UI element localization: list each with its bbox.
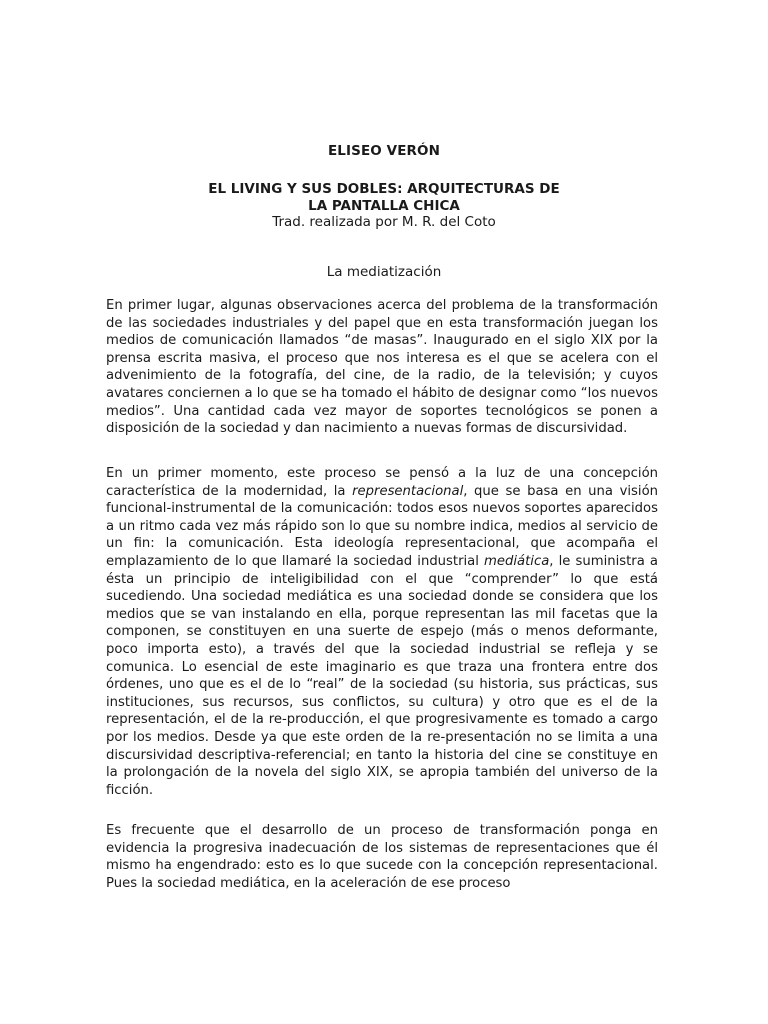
author-name: ELISEO VERÓN bbox=[327, 143, 440, 159]
paragraph-2 bbox=[106, 465, 658, 799]
title-line-1: EL LIVING Y SUS DOBLES: ARQUITECTURAS DE bbox=[208, 181, 560, 197]
paragraph-2-part-2: , que se basa en una visión funcional-instrumental de la comunicación: todos esos nuevos soportes aparecidos a un ritmo cada vez más rápido son lo que su nombre indica, medios al servicio de un fin: la comunicación. Esta ideología representacional, que acompaña el emplazamiento de lo que llamaré la sociedad industrial bbox=[106, 483, 658, 569]
paragraph-1: En primer lugar, algunas observaciones acerca del problema de la transformación de las sociedades industriales y del papel que en esta transformación juegan los medios de comunicación llamados “de masas”. Inaugurado en el siglo XIX por la prensa escrita masiva, el proceso que nos interesa es el que se acelera con el advenimiento de la fotografía, del cine, de la radio, de la televisión; y cuyos avatares conciernen a lo que se ha tomado el hábito de designar como “los nuevos medios”. Una cantidad cada vez mayor de soportes tecnológicos se ponen a disposición de la sociedad y dan nacimiento a nuevas formas de discursividad. bbox=[106, 298, 658, 437]
translation-credit: Trad. realizada por M. R. del Coto bbox=[272, 214, 496, 230]
paragraph-2-part-1: En un primer momento, este proceso se pensó a la luz de una concepción característica de la modernidad, la bbox=[106, 466, 658, 499]
emphasis-representacional: representacional bbox=[352, 483, 464, 499]
section-heading: La mediatización bbox=[326, 264, 442, 280]
emphasis-mediatica: mediática bbox=[484, 553, 550, 569]
title-line-2: LA PANTALLA CHICA bbox=[308, 198, 460, 214]
paragraph-2-part-3: , le suministra a ésta un principio de inteligibilidad con el que “comprender” lo que está sucediendo. Una sociedad mediática es una sociedad donde se considera que los medios que se van instalando en ella, porque representan las mil facetas que la componen, se constituyen en una suerte de espejo (más o menos deformante, poco importa esto), a través del que la sociedad industrial se refleja y se comunica. Lo esencial de este imaginario es que traza una frontera entre dos órdenes, uno que es el de lo “real” de la sociedad (su historia, sus prácticas, sus instituciones, sus recursos, sus conflictos, su cultura) y otro que es el de la representación, el de la re-producción, el que progresivamente es tomado a cargo por los medios. Desde ya que este orden de la re-presentación no se limita a una discursividad descriptiva-referencial; en tanto la historia del cine se constituye en la prolongación de la novela del siglo XIX, se apropia también del universo de la ficción. bbox=[106, 553, 659, 798]
paragraph-3: Es frecuente que el desarrollo de un proceso de transformación ponga en evidencia la progresiva inadecuación de los sistemas de representaciones que él mismo ha engendrado: esto es lo que sucede con la concepción representacional. Pues la sociedad mediática, en la aceleración de ese proceso bbox=[106, 823, 658, 891]
